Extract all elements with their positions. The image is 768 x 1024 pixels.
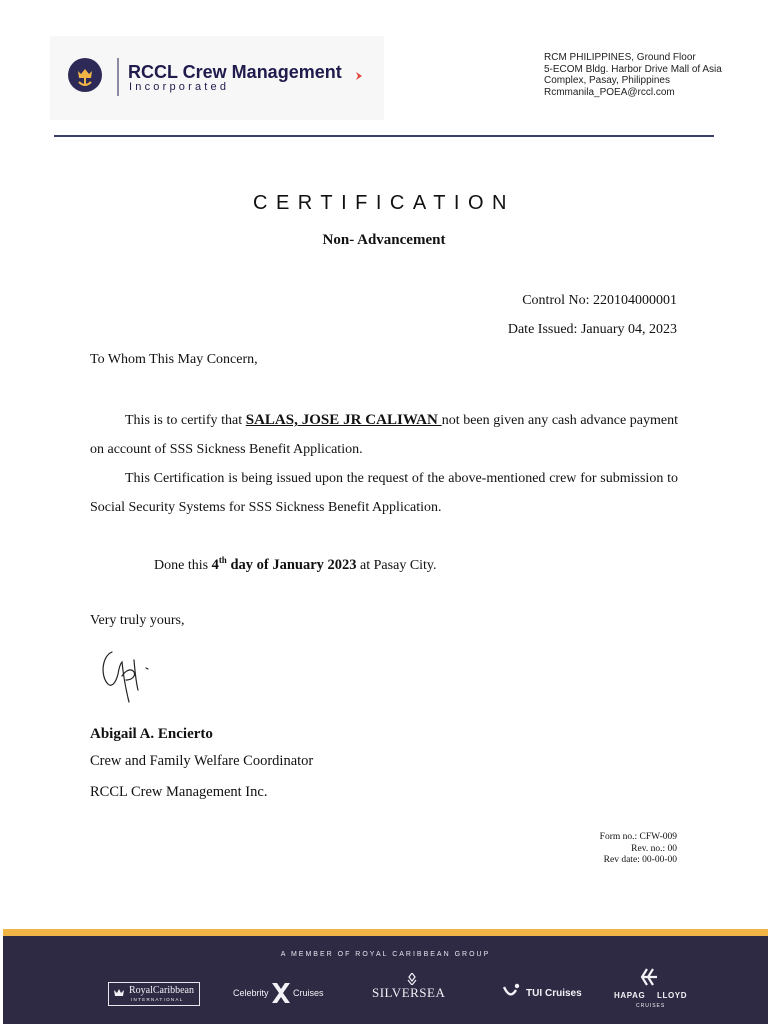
logo-divider [117,58,119,96]
chevron-right-icon [354,68,366,86]
company-subtitle: Incorporated [129,81,230,93]
control-number: Control No: 220104000001 [522,293,677,308]
done-day-suffix: th [218,555,227,565]
signer-title: Crew and Family Welfare Coordinator [90,753,314,769]
address-line: RCM PHILIPPINES, Ground Floor [544,52,696,63]
done-day: 4 [211,556,219,573]
done-rest: day of January 2023 [226,556,357,573]
done-prefix: Done this [154,557,212,573]
signature [98,646,158,713]
para1-prefix: This is to certify that [125,413,246,428]
hapag-text: HAPAG [614,991,646,1000]
certification-paragraph [90,406,678,464]
royal-caribbean-text: RoyalCaribbean [129,985,194,996]
hapag-lloyd-emblem-icon [640,968,660,991]
hapag-cruises-text: CRUISES [636,1003,666,1009]
para2-text: This Certification is being issued upon the request of the above-mentioned crew for submission to Social Security Systems for SSS Sickness Benefit Application. [90,471,678,515]
header-divider [54,135,714,137]
tui-text: TUI [526,988,543,999]
address-line: Complex, Pasay, Philippines [544,75,670,86]
document-title: CERTIFICATION [253,192,515,214]
crown-anchor-icon [113,986,125,1004]
celebrity-x-icon [270,982,292,1009]
footer-accent-bar [3,929,768,936]
date-issued: Date Issued: January 04, 2023 [507,322,677,337]
silversea-text: SILVERSEA [372,985,446,1000]
address-line: 5-ECOM Bldg. Harbor Drive Mall of Asia [544,63,722,75]
document-subtitle: Non- Advancement [322,232,446,248]
tui-smile-icon [502,982,522,1005]
address-email: Rcmmanila_POEA@rccl.com [544,86,675,98]
form-number: Form no.: CFW-009 [599,832,677,842]
member-text: A MEMBER OF ROYAL CARIBBEAN GROUP [280,951,491,958]
signer-name: Abigail A. Encierto [90,726,213,742]
crown-anchor-logo-icon [68,58,102,92]
company-address [544,52,722,98]
done-suffix: at Pasay City. [356,557,437,573]
crew-name: SALAS, JOSE JR CALIWAN [245,412,442,428]
celebrity-text: Celebrity [233,988,269,998]
tui-cruises-text: Cruises [545,988,582,999]
revision-number: Rev. no.: 00 [631,843,677,854]
done-line [154,555,437,574]
celebrity-cruises-text: Cruises [293,988,324,998]
form-info [600,832,677,867]
royal-caribbean-logo [108,982,200,1006]
purpose-paragraph [90,464,678,522]
signer-organization: RCCL Crew Management Inc. [90,784,268,800]
closing: Very truly yours, [90,613,185,628]
salutation: To Whom This May Concern, [90,352,258,367]
company-name: RCCL Crew Management [128,62,342,82]
lloyd-text: LLOYD [657,991,688,1000]
revision-date: Rev date: 00-00-00 [603,855,677,865]
royal-caribbean-sub: INTERNATIONAL [131,997,184,1002]
para1-suffix: not been given any cash advance payment on account of SSS Sickness Benefit Application. [90,413,678,457]
